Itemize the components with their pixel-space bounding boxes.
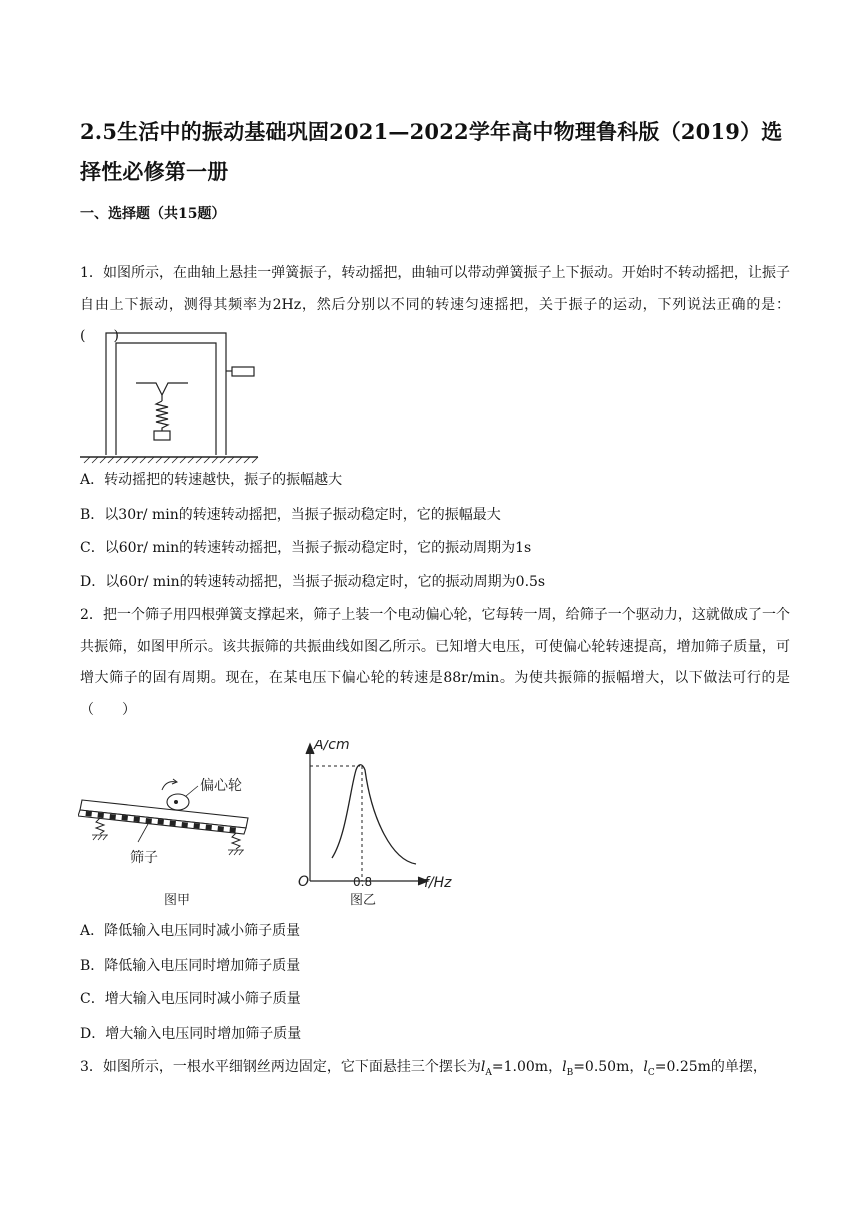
figure-yi-caption: 图乙 [350, 893, 377, 908]
question-1-figure [78, 327, 260, 465]
crank-frame-inner [116, 343, 216, 455]
figure-jia-caption: 图甲 [164, 893, 191, 908]
question-2-option-a: A．降低输入电压同时减小筛子质量 [80, 923, 301, 939]
question-2-option-c: C．增大输入电压同时减小筛子质量 [80, 991, 301, 1007]
question-3-stem: 3．如图所示，一根水平细钢丝两边固定，它下面悬挂三个摆长为$l_A=1.00m$，$l_B=0.50m$，$l_C=0.25m$的单摆， [80, 1059, 767, 1078]
crank-handle [232, 367, 254, 376]
figure-jia-sieve [78, 770, 278, 910]
origin-label: O [298, 874, 310, 890]
question-1-option-c: C．以60r/ min的转速转动摇把，当振子振动稳定时，它的振动周期为1s [80, 540, 532, 556]
spring-left [96, 818, 104, 834]
question-2-stem: 2．把一个筛子用四根弹簧支撑起来，筛子上装一个电动偏心轮，它每转一周，给筛子一个驱动力，这就做成了一个共振筛，如图甲所示。该共振筛的共振曲线如图乙所示。已知增大电压，可使偏心轮转速提高，增加筛子质量，可增大筛子的固有周期。现在，在某电压下偏心轮的转速是88r/min。为使共振筛的振幅增大，以下做法可行的是（ ） [80, 607, 790, 718]
figure-yi-resonance-curve [292, 740, 462, 912]
sieve-label: 筛子 [130, 850, 158, 866]
spring-right [232, 833, 240, 849]
oscillator-mass [154, 431, 170, 440]
question-2-option-d: D．增大输入电压同时增加筛子质量 [80, 1026, 302, 1042]
question-1-option-b: B．以30r/ min的转速转动摇把，当振子振动稳定时，它的振幅最大 [80, 507, 501, 523]
peak-frequency-tick: 0.8 [353, 875, 373, 889]
crank-frame-outer [106, 333, 226, 455]
eccentric-wheel-label: 偏心轮 [200, 778, 242, 794]
y-axis-label: A/cm [314, 740, 350, 753]
x-axis-label: f/Hz [424, 875, 452, 891]
question-1-option-a: A．转动摇把的转速越快，振子的振幅越大 [80, 472, 343, 488]
section-heading: 一、选择题（共15题） [80, 206, 226, 222]
resonance-curve [332, 765, 416, 864]
document-title: 2.5生活中的振动基础巩固2021—2022学年高中物理鲁科版（2019）选择性必修第一册 [80, 119, 783, 184]
spring [156, 401, 168, 431]
question-1-stem: 1．如图所示，在曲轴上悬挂一弹簧振子，转动摇把，曲轴可以带动弹簧振子上下振动。开始时不转动摇把，让振子自由上下振动，测得其频率为2Hz，然后分别以不同的转速匀速摇把，关于振子的运动，下列说法正确的是：( ) [80, 265, 790, 344]
question-1-option-d: D．以60r/ min的转速转动摇把，当振子振动稳定时，它的振动周期为0.5s [80, 574, 546, 590]
question-2-option-b: B．降低输入电压同时增加筛子质量 [80, 958, 301, 974]
